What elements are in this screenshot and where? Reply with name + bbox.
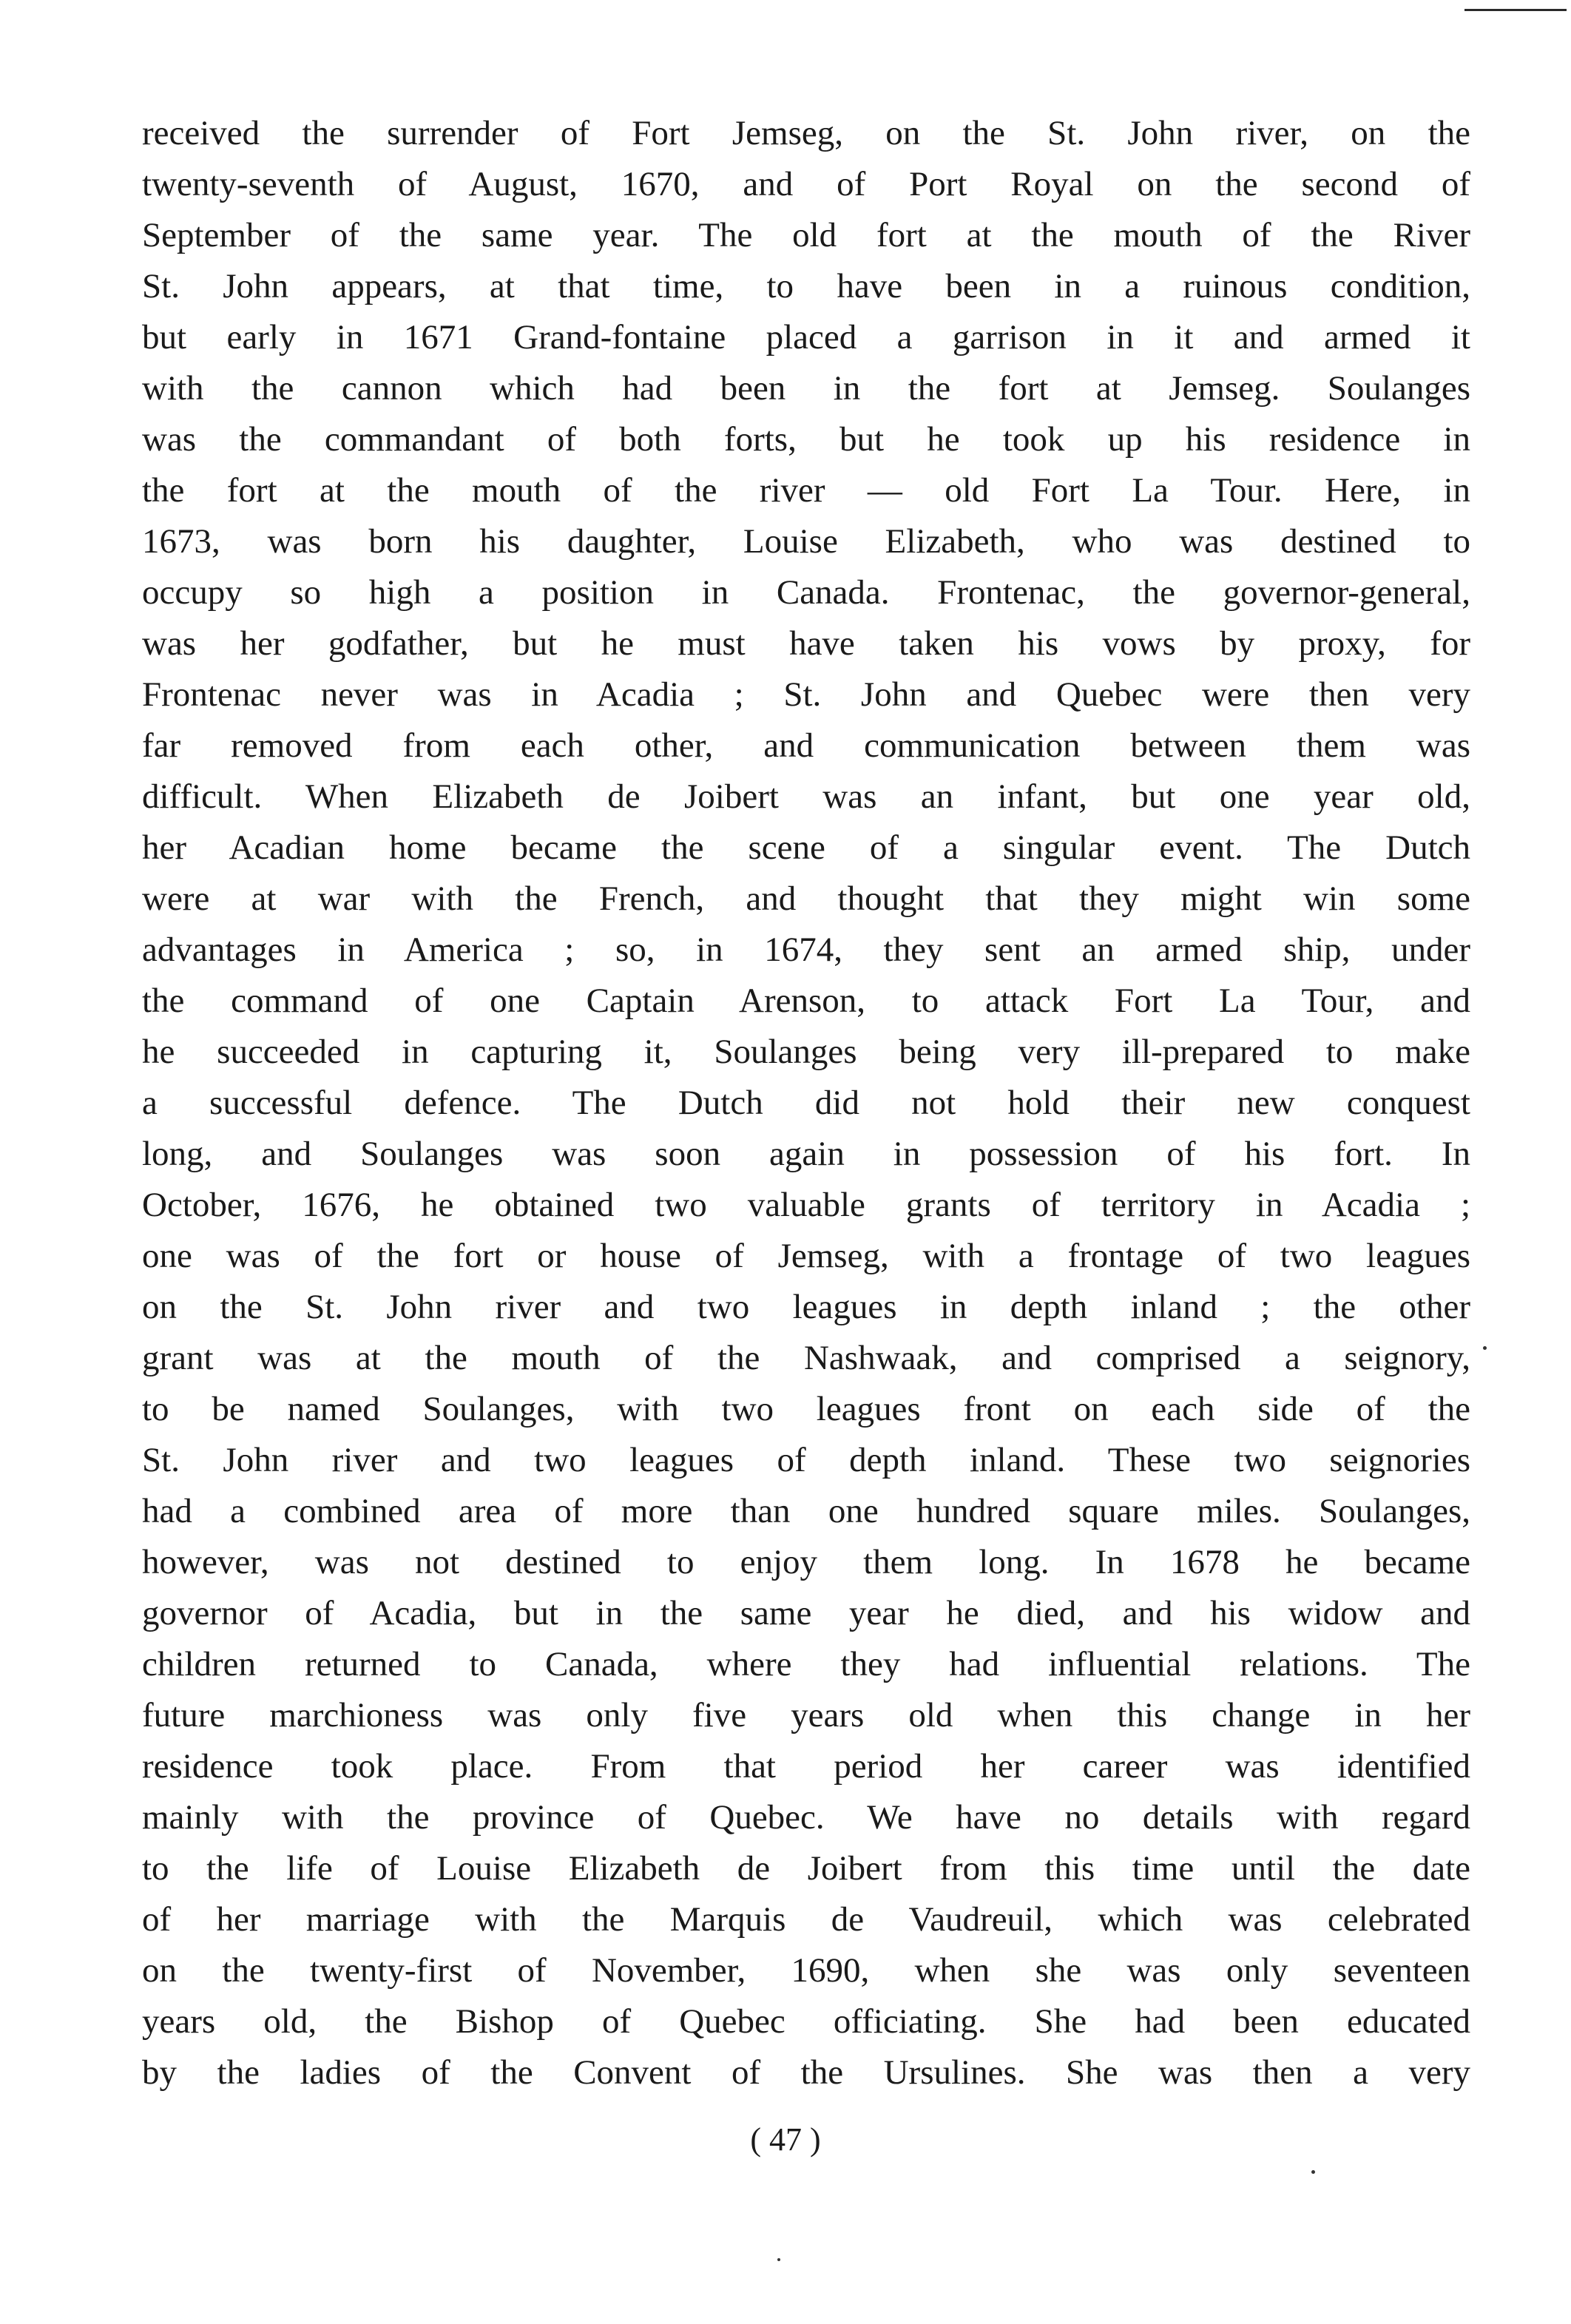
text-line: he succeeded in capturing it, Soulanges being very ill-prepared to make [142,1033,1470,1071]
text-line: children returned to Canada, where they had influential relations. The [142,1645,1470,1683]
text-line: St. John appears, at that time, to have been in a ruinous condition, [142,267,1470,305]
text-line: a successful defence. The Dutch did not hold their new conquest [142,1084,1470,1122]
ink-speck [777,2258,780,2261]
text-line: the command of one Captain Arenson, to attack Fort La Tour, and [142,982,1470,1020]
text-line: St. John river and two leagues of depth inland. These two seignories [142,1441,1470,1479]
header-rule [1464,9,1567,11]
text-line: mainly with the province of Quebec. We have no details with regard [142,1798,1470,1837]
text-line: long, and Soulanges was soon again in possession of his fort. In [142,1135,1470,1173]
text-line: advantages in America ; so, in 1674, they sent an armed ship, under [142,930,1470,969]
text-line: to be named Soulanges, with two leagues front on each side of the [142,1390,1470,1428]
text-line: years old, the Bishop of Quebec officiating. She had been educated [142,2002,1470,2041]
text-line: twenty-seventh of August, 1670, and of Port Royal on the second of [142,165,1470,203]
text-line: of her marriage with the Marquis de Vaudreuil, which was celebrated [142,1900,1470,1939]
text-line: however, was not destined to enjoy them long. In 1678 he became [142,1543,1470,1581]
text-line: difficult. When Elizabeth de Joibert was an infant, but one year old, [142,777,1470,816]
text-line: one was of the fort or house of Jemseg, with a frontage of two leagues [142,1237,1470,1275]
text-line: but early in 1671 Grand-fontaine placed a garrison in it and armed it [142,318,1470,357]
text-line: governor of Acadia, but in the same year he died, and his widow and [142,1594,1470,1632]
text-line: by the ladies of the Convent of the Ursulines. She was then a very [142,2053,1470,2092]
text-line: her Acadian home became the scene of a singular event. The Dutch [142,828,1470,867]
text-line: October, 1676, he obtained two valuable grants of territory in Acadia ; [142,1186,1470,1224]
text-line: with the cannon which had been in the fort at Jemseg. Soulanges [142,369,1470,408]
text-line: 1673, was born his daughter, Louise Elizabeth, who was destined to [142,522,1470,561]
text-line: on the St. John river and two leagues in depth inland ; the other [142,1288,1470,1326]
text-line: occupy so high a position in Canada. Frontenac, the governor-general, [142,573,1470,612]
body-text [142,108,1470,2098]
text-line: the fort at the mouth of the river — old Fort La Tour. Here, in [142,471,1470,510]
text-line: far removed from each other, and communication between them was [142,726,1470,765]
ink-speck [1483,1346,1487,1350]
text-line: was her godfather, but he must have taken his vows by proxy, for [142,624,1470,663]
text-line: future marchioness was only five years old when this change in her [142,1696,1470,1734]
text-line: had a combined area of more than one hundred square miles. Soulanges, [142,1492,1470,1530]
text-line: on the twenty-first of November, 1690, when she was only seventeen [142,1951,1470,1990]
text-line: grant was at the mouth of the Nashwaak, and comprised a seignory, [142,1339,1470,1377]
ink-speck [1311,2170,1315,2174]
text-line: September of the same year. The old fort at the mouth of the River [142,216,1470,254]
page-number: ( 47 ) [750,2121,821,2158]
text-line: to the life of Louise Elizabeth de Joibert from this time until the date [142,1849,1470,1888]
text-line: received the surrender of Fort Jemseg, on the St. John river, on the [142,114,1470,152]
text-line: were at war with the French, and thought that they might win some [142,879,1470,918]
text-line: was the commandant of both forts, but he took up his residence in [142,420,1470,459]
text-line: residence took place. From that period her career was identified [142,1747,1470,1786]
text-line: Frontenac never was in Acadia ; St. John and Quebec were then very [142,675,1470,714]
